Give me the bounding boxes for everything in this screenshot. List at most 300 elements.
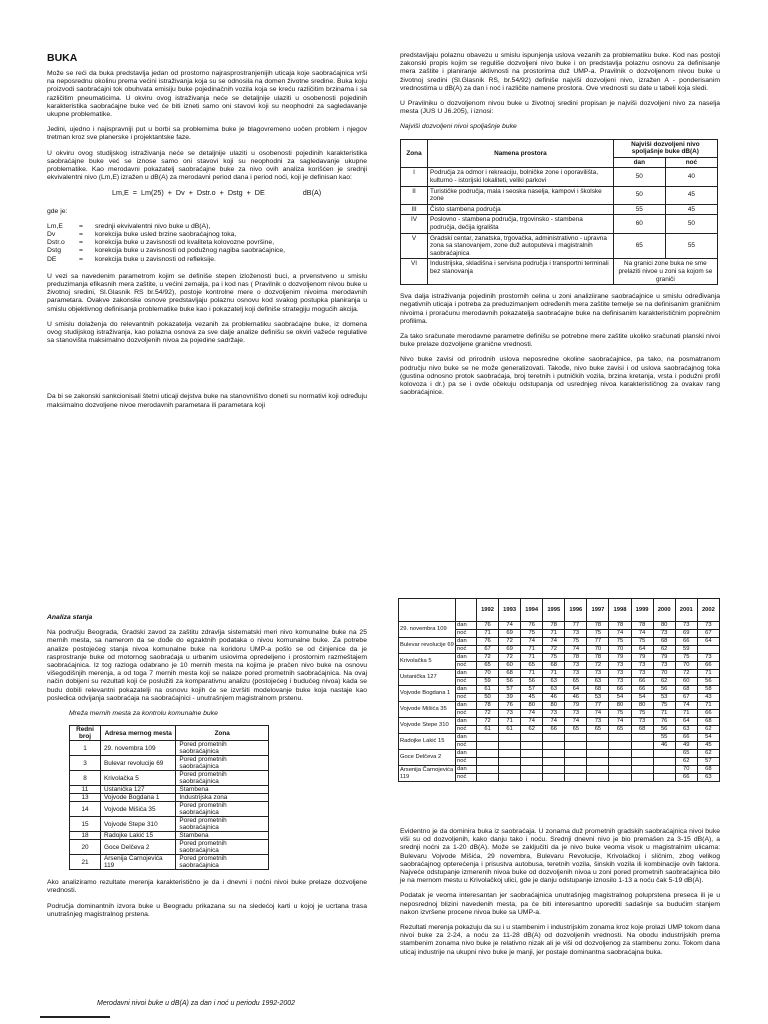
- noise-formula: [112, 189, 367, 197]
- table-caption: Najviši dozvoljeni nivoi spoljašnje buke: [400, 123, 517, 131]
- zone-id: I: [401, 168, 428, 186]
- noise-value: 69: [675, 630, 697, 638]
- noise-value: 80: [631, 702, 653, 710]
- definition-symbol: Dv: [47, 231, 56, 239]
- noise-value: 69: [499, 630, 521, 638]
- noise-value: [565, 766, 587, 774]
- noise-value: 75: [521, 630, 543, 638]
- station-address: Bulevar revolucije 69: [101, 756, 176, 771]
- station-zone: Pored prometnih saobraćajnica: [176, 771, 269, 786]
- location-name: Radojke Lakić 15: [399, 734, 456, 750]
- location-name: Vojvode Stepe 310: [399, 718, 456, 734]
- definition-row: [47, 231, 289, 239]
- noise-value: 53: [587, 694, 609, 702]
- noise-value: 73: [565, 630, 587, 638]
- zone-purpose: Turističke područja, mala i seoska naselja, kampovi i školske zone: [428, 186, 614, 204]
- noise-value: 68: [697, 718, 719, 726]
- noise-value: 73: [697, 622, 719, 630]
- noise-value: 78: [631, 622, 653, 630]
- noise-value: [499, 742, 521, 750]
- noise-value: [543, 750, 565, 758]
- station-row: [70, 832, 269, 840]
- noise-value: 57: [521, 686, 543, 694]
- year-header: 1998: [609, 599, 631, 622]
- noise-value: 56: [697, 678, 719, 686]
- noise-value: 63: [697, 774, 719, 782]
- formula-expression: Lm,E = Lm(25) + Dv + Dstr.o + Dstg + DE: [112, 188, 265, 198]
- zone-id: IV: [401, 215, 428, 233]
- noise-value: 74: [587, 710, 609, 718]
- station-zone: Pored prometnih saobraćajnica: [176, 817, 269, 832]
- zone-limit-note: Na granici zone buka ne sme prelaziti nivoe u zoni sa kojom se graniči: [613, 259, 717, 285]
- noise-value: 64: [697, 638, 719, 646]
- paragraph: Da bi se zakonski sankcionisali štetni uticaji dejstva buke na stanovništvo doneti su normativi koji određuju maksimalno dozvoljene nivoe merodavnih parametara ili parametara koji: [47, 393, 367, 409]
- station-number: 15: [70, 817, 101, 832]
- year-header: 1995: [543, 599, 565, 622]
- noise-row: [399, 750, 720, 758]
- station-zone: Pored prometnih saobraćajnica: [176, 840, 269, 855]
- noise-value: [521, 766, 543, 774]
- noise-value: 80: [653, 622, 675, 630]
- noise-value: 70: [477, 670, 499, 678]
- noise-value: [565, 742, 587, 750]
- noise-value: 73: [609, 670, 631, 678]
- paragraph: Evidentno je da dominira buka iz saobraćaja. U zonama duž prometnih gradskih saobraćajnica nivoi buke viši su od dozvoljenih, kako danju tako i noću. Srednji dnevni nivo je bio premašen za 3-15 dB(A), a srednji noćni za 1-20 dB(A). Može se zaključiti da je nivo buke veoma visok u magistralnim ulicama: Bulevaru Vojvode Mišića, 29 novembra, Bulevaru Revolucije, Krivolačkoj i sličnim, zbog velikog saobraćajnog opterećenja i prisustva autobusa, teretnih vozila, šinskih vozila ili kombinacije ovih faktora. Najveće odstupanje izmerenih nivoa buke od dozvoljenih nivoa u zoni pored prometnih saobraćajnica bilo je na mernom mestu u Krivolačkoj ulici, gde je danju odstupanje iznosilo 1-13 a noću čak 5-19 dB(A).: [400, 828, 720, 885]
- noise-value: 74: [631, 630, 653, 638]
- noise-value: 65: [675, 750, 697, 758]
- station-number: 11: [70, 786, 101, 794]
- noise-value: [609, 758, 631, 766]
- zone-row: [401, 259, 718, 285]
- station-number: 14: [70, 802, 101, 817]
- zone-row: [401, 233, 718, 259]
- noise-value: 71: [499, 718, 521, 726]
- station-number: 21: [70, 855, 101, 870]
- noise-row: [399, 638, 720, 646]
- noise-value: 66: [631, 678, 653, 686]
- zone-night-limit: 45: [665, 204, 717, 215]
- zone-purpose: Gradski centar, zanatska, trgovačka, administrativno - upravna zona sa stanovanjem, zone duž autoputeva i magistralnih saobraćajnica: [428, 233, 614, 259]
- noise-value: 76: [653, 718, 675, 726]
- station-row: [70, 756, 269, 771]
- noise-value: [565, 734, 587, 742]
- noise-value: 63: [543, 686, 565, 694]
- noise-value: [499, 734, 521, 742]
- definition-equals: =: [79, 239, 83, 247]
- noise-value: 74: [521, 710, 543, 718]
- paragraph: U Pravilniku o dozvoljenom nivou buke u životnoj sredini propisan je najviši dozvoljeni nivo za naselja mesta (JUS U J6.205), i iznosi:: [400, 100, 720, 116]
- noise-value: 73: [587, 718, 609, 726]
- noise-value: 79: [631, 654, 653, 662]
- definition-symbol: Dstg: [47, 247, 61, 255]
- definition-equals: =: [79, 255, 83, 263]
- location-name: Bulevar revolucije 69: [399, 638, 456, 654]
- noise-value: 63: [587, 678, 609, 686]
- zone-day-limit: 60: [613, 215, 665, 233]
- noise-value: 73: [653, 630, 675, 638]
- noise-value: [521, 742, 543, 750]
- noise-value: 58: [697, 686, 719, 694]
- year-header: 1996: [565, 599, 587, 622]
- noise-value: [653, 766, 675, 774]
- zone-night-limit: 50: [665, 215, 717, 233]
- station-row: [70, 855, 269, 870]
- noise-value: 68: [675, 686, 697, 694]
- noise-value: 61: [499, 726, 521, 734]
- noise-value: 79: [565, 702, 587, 710]
- right-column-bottom: [400, 828, 720, 964]
- noise-value: [697, 646, 719, 654]
- noise-value: 71: [697, 670, 719, 678]
- noise-value: 72: [477, 654, 499, 662]
- noise-value: 66: [675, 734, 697, 742]
- paragraph: Jedini, ujedno i najispravniji put u borbi sa problemima buke je blagovremeno uočen problem i njegov tretman kroz sve planerske i projektantske faze.: [47, 126, 367, 142]
- zone-id: III: [401, 204, 428, 215]
- noise-value: [477, 734, 499, 742]
- location-name: Krivolačka 5: [399, 654, 456, 670]
- period-label: dan: [456, 718, 477, 726]
- noise-value: 66: [609, 686, 631, 694]
- definition-text: korekcija buke u zavisnosti od kvaliteta kolovozne površine,: [95, 239, 275, 247]
- noise-value: 67: [697, 630, 719, 638]
- noise-value: 46: [565, 694, 587, 702]
- noise-value: 59: [477, 678, 499, 686]
- noise-value: [477, 742, 499, 750]
- noise-value: [499, 766, 521, 774]
- noise-value: 56: [499, 678, 521, 686]
- noise-value: [477, 750, 499, 758]
- noise-value: [587, 742, 609, 750]
- paragraph: predstavljaju polaznu obavezu u smislu ispunjenja uslova vezanih za problematiku buke. Kod nas postoji zakonski propis kojim se reguliše dozvoljeni nivo buke i on predstavlja polaznu osnovu za definisanje mera zaštite i planiranje aktivnosti na prostorima duž UMP-a. Pravilnik o dozvoljenom nivou buke u životnoj sredini (Sl.Glasnik RS, br.54/92) definiše najviši dozvoljeni nivo, izražen A - ponderisanim vrednostima u dB(A) za dan i noć i različite namene prostora. Ove vrednosti su date u tabeli koja sledi.: [400, 52, 720, 92]
- noise-value: 78: [543, 622, 565, 630]
- noise-value: 73: [609, 662, 631, 670]
- noise-value: [609, 734, 631, 742]
- zone-purpose: Industrijska, skladišna i servisna područja i transportni terminali bez stanovanja: [428, 259, 614, 285]
- noise-value: 75: [543, 654, 565, 662]
- zone-row: [401, 204, 718, 215]
- noise-value: 59: [675, 646, 697, 654]
- noise-value: 78: [565, 654, 587, 662]
- station-zone: Pored prometnih saobraćajnica: [176, 855, 269, 870]
- year-header: 2000: [653, 599, 675, 622]
- noise-value: [653, 774, 675, 782]
- zone-id: II: [401, 186, 428, 204]
- definition-equals: =: [79, 231, 83, 239]
- location-name: Vojvode Bogdana 1: [399, 686, 456, 702]
- noise-value: [609, 750, 631, 758]
- location-name: 29. novembra 109: [399, 622, 456, 638]
- definition-symbol: Dstr.o: [47, 239, 65, 247]
- noise-row: [399, 686, 720, 694]
- stations-table: [69, 725, 269, 870]
- noise-value: [499, 774, 521, 782]
- noise-value: 50: [477, 694, 499, 702]
- noise-value: 71: [697, 702, 719, 710]
- station-row: [70, 802, 269, 817]
- noise-value: 66: [697, 662, 719, 670]
- zone-night-limit: 40: [665, 168, 717, 186]
- noise-value: 73: [609, 678, 631, 686]
- definition-row: [47, 247, 289, 255]
- noise-value: 80: [543, 702, 565, 710]
- station-number: 13: [70, 794, 101, 802]
- station-address: Goce Delčeva 2: [101, 840, 176, 855]
- definition-text: korekcija buke u zavisnosti od podužnog nagiba saobraćajnice,: [95, 247, 286, 255]
- noise-value: 74: [499, 622, 521, 630]
- paragraph: Područja dominantnih izvora buke u Beogradu prikazana su na sledećoj karti u kojoj je ucrtana trasa unutrašnjeg magistralnog prstena.: [47, 902, 367, 918]
- noise-value: 71: [543, 630, 565, 638]
- zone-purpose: Područja za odmor i rekreaciju, bolničke zone i oporavilišta, kulturno - istorijski lokaliteti, veliki parkovi: [428, 168, 614, 186]
- period-label: dan: [456, 654, 477, 662]
- period-label: noć: [456, 710, 477, 718]
- station-number: 18: [70, 832, 101, 840]
- noise-value: 65: [587, 726, 609, 734]
- station-number: 8: [70, 771, 101, 786]
- noise-value: 77: [587, 638, 609, 646]
- noise-value: 66: [675, 774, 697, 782]
- noise-row: [399, 734, 720, 742]
- noise-value: 67: [477, 646, 499, 654]
- noise-value: 64: [565, 686, 587, 694]
- paragraph: Podatak je veoma interesantan jer saobraćajnica unutrašnjeg magistralnog poluprstena preseca ili je u neposrednoj blizini navedenih mesta, pa će biti interesantno uporediti sadašnje sa budućim stanjem nakon izvršene procene nivoa buke sa UMP-a.: [400, 892, 720, 916]
- noise-value: [543, 742, 565, 750]
- station-zone: Stambena: [176, 786, 269, 794]
- location-name: Ustanička 127: [399, 670, 456, 686]
- zone-day-limit: 55: [613, 204, 665, 215]
- noise-value: 77: [587, 702, 609, 710]
- period-label: dan: [456, 622, 477, 630]
- left-column-bottom: [47, 614, 367, 926]
- noise-value: 80: [521, 702, 543, 710]
- section-title-analiza: Analiza stanja: [47, 614, 93, 621]
- noise-value: 68: [543, 662, 565, 670]
- noise-value: 73: [631, 670, 653, 678]
- noise-value: [653, 758, 675, 766]
- noise-value: 45: [521, 694, 543, 702]
- station-address: Ustanička 127: [101, 786, 176, 794]
- noise-value: 73: [675, 622, 697, 630]
- noise-value: 68: [631, 726, 653, 734]
- noise-value: 75: [653, 702, 675, 710]
- station-address: Arsenija Čarnojevića 119: [101, 855, 176, 870]
- noise-value: 75: [609, 710, 631, 718]
- paragraph: U smislu dolaženja do relevantnih pokazatelja vezanih za problematiku saobraćajne buke, iz domena ovog studijskog istraživanja, kao polazna osnova za sve dalje analize definišu se okviri važeće regulative sa stanovišta maksimalno dozvoljenih nivoa za pojedine sadržaje.: [47, 320, 367, 345]
- header-zona: Zona: [401, 139, 428, 168]
- noise-value: 70: [587, 646, 609, 654]
- year-header: 2001: [675, 599, 697, 622]
- noise-value: 71: [653, 710, 675, 718]
- definition-equals: =: [79, 222, 83, 230]
- station-number: 3: [70, 756, 101, 771]
- noise-value: 60: [675, 678, 697, 686]
- paragraph: Nivo buke zavisi od prirodnih uslova neposredne okoline saobraćajnice, pa tako, na posmatranom području nivo buke se ne može generalizovati. Takođe, nivo buke zavisi i od uslova saobraćajnog toka (gustina odnosno protok saobraćaja, broj teretnih i putničkih vozila, brzina kretanja, vrsta i podužni profil kolovoza i dr.) pa se i ovde očekuju odstupanja od usrednjeg nivoa karakterističnog za ovakav rang saobraćajnice.: [400, 356, 720, 397]
- noise-value: 62: [653, 646, 675, 654]
- noise-value: [477, 774, 499, 782]
- noise-value: 65: [565, 678, 587, 686]
- station-address: Krivolačka 5: [101, 771, 176, 786]
- noise-value: 71: [543, 670, 565, 678]
- period-label: noć: [456, 646, 477, 654]
- station-zone: Pored prometnih saobraćajnica: [176, 756, 269, 771]
- noise-value: 53: [653, 694, 675, 702]
- noise-value: 66: [697, 710, 719, 718]
- definition-text: korekcija buke usled brzine saobraćajnog toka,: [95, 231, 237, 239]
- station-row: [70, 794, 269, 802]
- noise-value: 46: [543, 694, 565, 702]
- zone-purpose: Poslovno - stambena područja, trgovinsko - stambena područja, dečija igrališta: [428, 215, 614, 233]
- noise-value: [565, 774, 587, 782]
- paragraph: Za tako sračunate merodavne parametre definišu se potrebne mere zaštite ukoliko sračunati planski nivoi buke prelaze dozvoljene granične vrednosti.: [400, 332, 720, 349]
- period-label: dan: [456, 734, 477, 742]
- noise-value: 78: [477, 702, 499, 710]
- paragraph: Ako analiziramo rezultate merenja karakteristično je da i dnevni i noćni nivoi buke prelaze dozvoljene vrednosti.: [47, 879, 367, 895]
- noise-value: 54: [631, 694, 653, 702]
- noise-value: 68: [499, 670, 521, 678]
- station-number: 20: [70, 840, 101, 855]
- noise-value: 73: [543, 710, 565, 718]
- period-label: dan: [456, 750, 477, 758]
- noise-value: 75: [587, 630, 609, 638]
- period-label: dan: [456, 670, 477, 678]
- period-label: noć: [456, 726, 477, 734]
- header-noc: noć: [665, 157, 717, 168]
- noise-row: [399, 718, 720, 726]
- year-header: 2002: [697, 599, 719, 622]
- year-header: 1993: [499, 599, 521, 622]
- noise-value: 75: [675, 654, 697, 662]
- noise-value: 64: [631, 646, 653, 654]
- noise-value: 45: [697, 742, 719, 750]
- noise-value: [587, 750, 609, 758]
- noise-value: 72: [477, 710, 499, 718]
- noise-value: 79: [653, 654, 675, 662]
- noise-value: 63: [675, 726, 697, 734]
- noise-value: 71: [675, 710, 697, 718]
- noise-value: 62: [521, 726, 543, 734]
- noise-value: 76: [521, 622, 543, 630]
- header-nivo: Najviši dozvoljeni nivo spoljašnje buke dB(A): [613, 139, 717, 157]
- definition-symbol: Lm,E: [47, 222, 63, 230]
- noise-value: 65: [609, 726, 631, 734]
- definition-equals: =: [79, 247, 83, 255]
- noise-value: [477, 758, 499, 766]
- noise-value: 79: [609, 654, 631, 662]
- noise-value: [543, 774, 565, 782]
- noise-value: 73: [631, 718, 653, 726]
- noise-row: [399, 766, 720, 774]
- noise-value: 56: [653, 686, 675, 694]
- where-label: gde je:: [47, 207, 68, 215]
- period-label: noć: [456, 678, 477, 686]
- noise-value: 72: [543, 646, 565, 654]
- noise-value: 54: [609, 694, 631, 702]
- definition-row: [47, 239, 289, 247]
- noise-value: 74: [675, 702, 697, 710]
- noise-value: 60: [499, 662, 521, 670]
- noise-value: 68: [653, 638, 675, 646]
- noise-value: 74: [609, 630, 631, 638]
- noise-value: 80: [609, 702, 631, 710]
- noise-value: 72: [499, 638, 521, 646]
- noise-value: 65: [521, 662, 543, 670]
- noise-value: [631, 758, 653, 766]
- noise-value: 72: [587, 662, 609, 670]
- noise-value: 73: [587, 670, 609, 678]
- noise-value: 70: [653, 670, 675, 678]
- period-label: noć: [456, 694, 477, 702]
- noise-value: [543, 766, 565, 774]
- noise-value: [521, 750, 543, 758]
- noise-value: [631, 734, 653, 742]
- noise-value: 57: [499, 686, 521, 694]
- zone-purpose: Čisto stambena područja: [428, 204, 614, 215]
- noise-value: 68: [697, 766, 719, 774]
- zones-table: [400, 139, 718, 286]
- definition-text: srednji ekvivalentni nivo buke u dB(A),: [95, 222, 211, 230]
- station-zone: Pored prometnih saobraćajnica: [176, 741, 269, 756]
- noise-value: 65: [477, 662, 499, 670]
- noise-value: 64: [675, 718, 697, 726]
- noise-value: 49: [675, 742, 697, 750]
- noise-value: [543, 734, 565, 742]
- noise-value: [543, 758, 565, 766]
- header-dan: dan: [613, 157, 665, 168]
- zone-row: [401, 215, 718, 233]
- section-title-buka: BUKA: [47, 52, 78, 64]
- noise-row: [399, 654, 720, 662]
- paragraph: U okviru ovog studijskog istraživanja neće se detaljnije ulaziti u osobenosti pojedinih karakteristika saobraćajne buke već se iznose samo oni stavovi koji su neophodni za sagledavanje ukupne problematike. Kao merodavni pokazatelj saobraćajne buke za nivo ovih analiza korišćen je srednji ekvivalentni nivo (Lm,E) izražen u dB(A) za merodavni period dana i period noći, koji je definisan kao:: [47, 149, 367, 182]
- noise-value: [565, 758, 587, 766]
- noise-value: 77: [565, 622, 587, 630]
- noise-value: 74: [543, 638, 565, 646]
- noise-value: [653, 750, 675, 758]
- noise-value: 39: [499, 694, 521, 702]
- zone-day-limit: 50: [613, 168, 665, 186]
- station-address: 29. novembra 109: [101, 741, 176, 756]
- station-address: Radojke Lakić 15: [101, 832, 176, 840]
- noise-value: 71: [521, 670, 543, 678]
- period-label: noć: [456, 758, 477, 766]
- noise-value: 61: [477, 726, 499, 734]
- noise-value: 74: [565, 718, 587, 726]
- period-label: noć: [456, 662, 477, 670]
- noise-value: 71: [521, 654, 543, 662]
- noise-value: 62: [697, 726, 719, 734]
- station-row: [70, 786, 269, 794]
- zone-day-limit: 65: [613, 233, 665, 259]
- noise-value: 63: [543, 678, 565, 686]
- period-label: dan: [456, 702, 477, 710]
- noise-value: 74: [565, 646, 587, 654]
- footnote-divider: [40, 1016, 110, 1018]
- station-row: [70, 741, 269, 756]
- noise-value: [477, 766, 499, 774]
- noise-value: 65: [565, 726, 587, 734]
- figure-caption: Merodavni nivoi buke u dB(A) za dan i noć u periodu 1992-2002: [97, 1000, 296, 1007]
- year-header: 1997: [587, 599, 609, 622]
- definition-row: [47, 223, 289, 231]
- noise-value: 66: [631, 686, 653, 694]
- noise-value: [609, 766, 631, 774]
- location-name: Arsenija Čarnojevića 119: [399, 766, 456, 782]
- header-period: [456, 599, 477, 622]
- zone-night-limit: 45: [665, 186, 717, 204]
- noise-value: [587, 758, 609, 766]
- noise-value: 75: [631, 638, 653, 646]
- noise-value: 70: [675, 766, 697, 774]
- noise-value: 73: [631, 662, 653, 670]
- noise-value: 75: [565, 638, 587, 646]
